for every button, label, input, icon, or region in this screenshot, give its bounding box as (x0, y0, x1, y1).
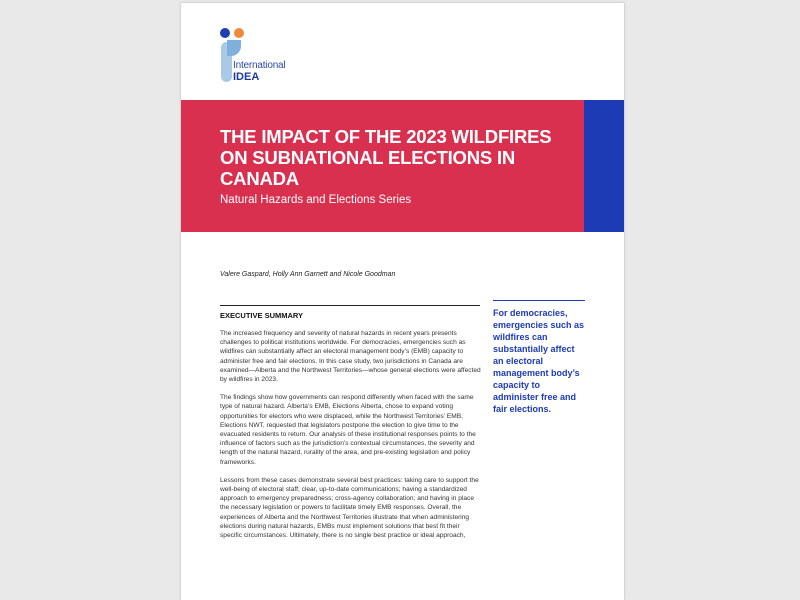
pull-quote: For democracies, emergencies such as wildfires can substantially affect an electoral management body’s capacity to administer free and fair elections. (493, 300, 585, 415)
summary-paragraph: The increased frequency and severity of natural hazards in recent years presents challenges to political institutions worldwide. For democracies, emergencies such as wildfires can substantially affect an electoral management body’s (EMB) capacity to administer free and fair elections. In this case study, two jurisdictions in Canada are examined—Alberta and the Northwest Territories—whose general elections were affected by wildfires in 2023. (220, 330, 481, 384)
executive-summary-heading: EXECUTIVE SUMMARY (220, 305, 480, 320)
series-subtitle: Natural Hazards and Elections Series (220, 194, 412, 206)
executive-summary-body (220, 329, 482, 549)
authors-line: Valere Gaspard, Holly Ann Garnett and Nicole Goodman (220, 271, 396, 278)
logo-blue-dot-icon (220, 28, 230, 38)
logo-text-international: International (233, 60, 286, 71)
logo-text-idea: IDEA (233, 71, 260, 83)
document-title: THE IMPACT OF THE 2023 WILDFIRES ON SUBNATIONAL ELECTIONS IN CANADA (220, 126, 552, 189)
international-idea-logo (219, 25, 299, 87)
logo-orange-dot-icon (234, 28, 244, 38)
logo-swoosh-shape (227, 40, 241, 56)
summary-paragraph: Lessons from these cases demonstrate several best practices: taking care to support the well-being of electoral staff; clear, up-to-date communications; having a standardized approach to emergency preparedness; cross-agency collaboration; and having in place the necessary legislation or powers to facilitate timely EMB responses. Overall, the experiences of Alberta and the Northwest Territories illustrate that when administering elections during natural hazards, EMBs must implement solutions that best fit their specific circumstances. Ultimately, there is no single best practice or ideal approach, (220, 476, 479, 540)
document-page (181, 3, 624, 600)
banner-accent-strip (584, 100, 624, 232)
summary-paragraph: The findings show how governments can respond differently when faced with the same type of natural hazard. Alberta’s EMB, Elections Alberta, chose to expand voting opportunities for electors who were displaced, while the Northwest Territories’ EMB, Elections NWT, requested that legislators postpone the election to give time to the evacuated residents to return. Our analysis of these institutional responses points to the influence of factors such as the jurisdiction’s contextual circumstances, the severity and length of the natural hazard, rurality of the area, and pre-existing legislation and policy frameworks. (220, 394, 476, 466)
title-banner (181, 100, 584, 232)
